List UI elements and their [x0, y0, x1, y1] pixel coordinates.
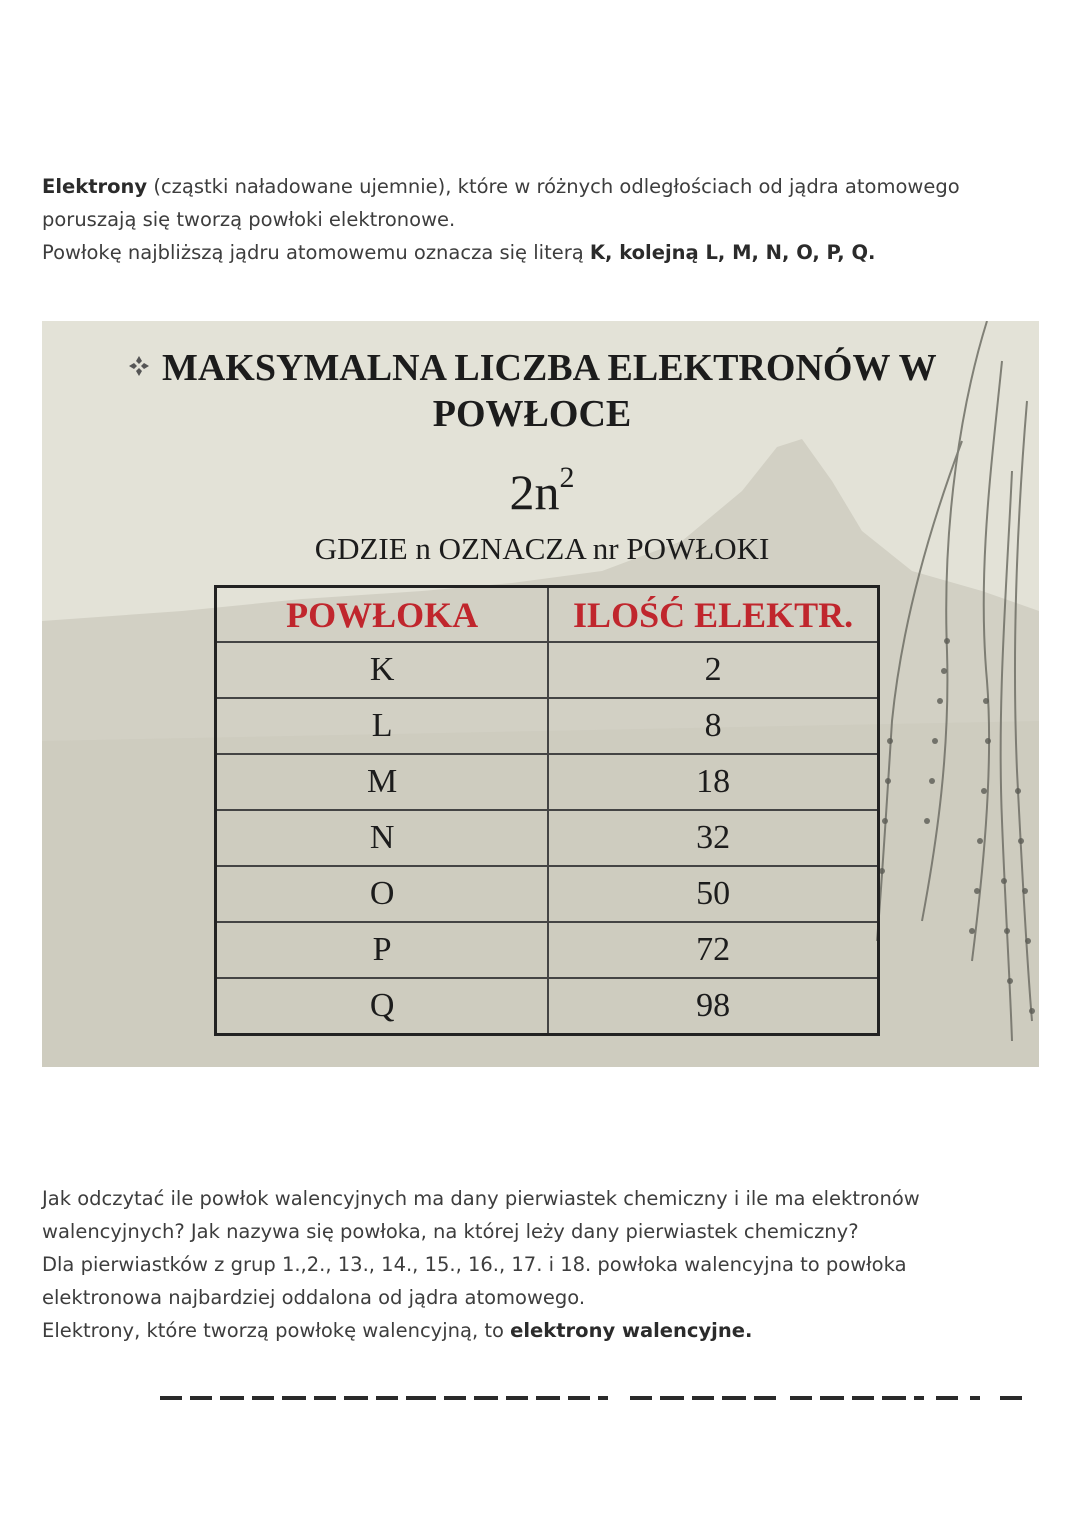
count-cell: 18 — [548, 754, 878, 810]
cut-off-heading — [160, 1392, 1040, 1402]
table-row — [216, 810, 879, 866]
intro-paragraph — [42, 170, 1042, 269]
slide-subtitle: GDZIE n OZNACZA nr POWŁOKI — [314, 531, 770, 566]
slide-title-line-1: MAKSYMALNA LICZBA ELEKTRONÓW W — [162, 347, 937, 389]
slide-image — [42, 321, 1039, 1067]
outro-line-5-text: Elektrony, które tworzą powłokę walencyjną, to — [42, 1319, 511, 1342]
intro-bold-term: Elektrony — [42, 175, 148, 198]
intro-line-3-bold: K, kolejną L, M, N, O, P, Q. — [589, 241, 876, 264]
intro-line-3 — [42, 236, 1042, 269]
formula-base: 2n — [509, 464, 560, 520]
intro-line-2: poruszają się tworzą powłoki elektronowe. — [42, 208, 456, 231]
table-row — [216, 978, 879, 1035]
outro-paragraph — [42, 1182, 1042, 1347]
outro-line-1: Jak odczytać ile powłok walencyjnych ma dany pierwiastek chemiczny i ile ma elektronów — [42, 1187, 920, 1210]
table-row — [216, 698, 879, 754]
shell-cell: N — [216, 810, 549, 866]
intro-line-3-text: Powłokę najbliższą jądru atomowemu oznacza się literą — [42, 241, 590, 264]
intro-line-1 — [42, 170, 1042, 203]
outro-line-4: elektronowa najbardziej oddalona od jądra atomowego. — [42, 1286, 586, 1309]
shell-table — [214, 585, 880, 1036]
count-cell: 8 — [548, 698, 878, 754]
formula — [442, 463, 642, 521]
slide-title — [162, 345, 982, 437]
intro-line-1-text: (cząstki naładowane ujemnie), które w różnych odległościach od jądra atomowego — [147, 175, 960, 198]
table-header-row — [216, 587, 879, 643]
formula-exponent: 2 — [559, 461, 575, 494]
table-row — [216, 754, 879, 810]
count-cell: 2 — [548, 642, 878, 698]
table-row — [216, 642, 879, 698]
shell-cell: Q — [216, 978, 549, 1035]
count-cell: 98 — [548, 978, 878, 1035]
shell-cell: K — [216, 642, 549, 698]
shell-cell: M — [216, 754, 549, 810]
outro-line-2: walencyjnych? Jak nazywa się powłoka, na której leży dany pierwiastek chemiczny? — [42, 1220, 859, 1243]
count-cell: 50 — [548, 866, 878, 922]
header-electron-count: ILOŚĆ ELEKTR. — [548, 587, 878, 643]
outro-line-3: Dla pierwiastków z grup 1.,2., 13., 14., 15., 16., 17. i 18. powłoka walencyjna to powłoka — [42, 1253, 907, 1276]
header-shell: POWŁOKA — [216, 587, 549, 643]
shell-cell: L — [216, 698, 549, 754]
shell-cell: O — [216, 866, 549, 922]
count-cell: 32 — [548, 810, 878, 866]
table-row — [216, 866, 879, 922]
table-row — [216, 922, 879, 978]
outro-bold-term: elektrony walencyjne. — [510, 1319, 753, 1342]
outro-line-5 — [42, 1314, 1042, 1347]
diamond-bullet-icon — [128, 355, 150, 377]
count-cell: 72 — [548, 922, 878, 978]
shell-cell: P — [216, 922, 549, 978]
slide-title-line-2: POWŁOCE — [432, 393, 632, 435]
